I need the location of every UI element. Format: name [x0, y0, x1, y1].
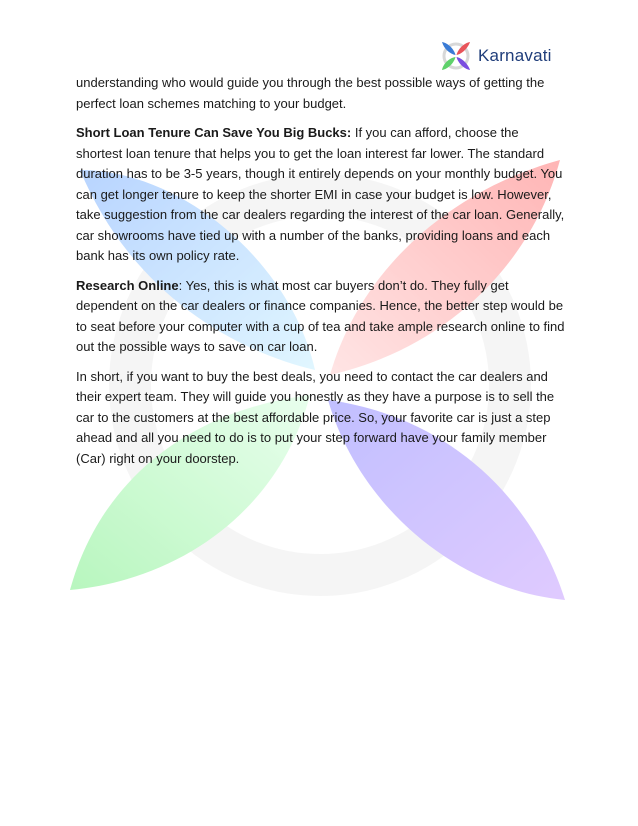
- body-research-online: : Yes, this is what most car buyers don’t do. They fully get dependent on the car dealers or finance companies. Hence, the better step would be to seat before your computer with a cup of tea and take ample research online to find out the possible ways to save on car loan.: [76, 277, 565, 354]
- paragraph-short-tenure: [76, 123, 566, 267]
- heading-short-tenure: Short Loan Tenure Can Save You Big Bucks:: [76, 125, 352, 140]
- document-body: [76, 73, 566, 478]
- paragraph-research-online: [76, 276, 566, 358]
- paragraph-intro-continuation: understanding who would guide you through the best possible ways of getting the perfect loan schemes matching to your budget.: [76, 75, 545, 111]
- paragraph-conclusion: In short, if you want to buy the best deals, you need to contact the car dealers and their expert team. They will guide you honestly as they have a purpose is to sell the car to the customers at the best affordable price. So, your favorite car is just a step ahead and all you need to do is to put your step forward have your family member (Car) right on your doorstep.: [76, 368, 555, 466]
- brand-name: Karnavati: [478, 46, 552, 65]
- karnavati-logo-icon: [440, 40, 472, 72]
- heading-research-online: Research Online: [76, 277, 179, 293]
- brand-logo: [440, 40, 552, 72]
- body-short-tenure: If you can afford, choose the shortest loan tenure that helps you to get the loan interest far lower. The standard duration has to be 3-5 years, though it entirely depends on your monthly budget. You can get longer tenure to keep the shorter EMI in case your budget is low. However, take suggestion from the car dealers regarding the interest of the car loan. Generally, car showrooms have tied up with a number of the banks, providing loans and each bank has its own policy rate.: [76, 125, 565, 263]
